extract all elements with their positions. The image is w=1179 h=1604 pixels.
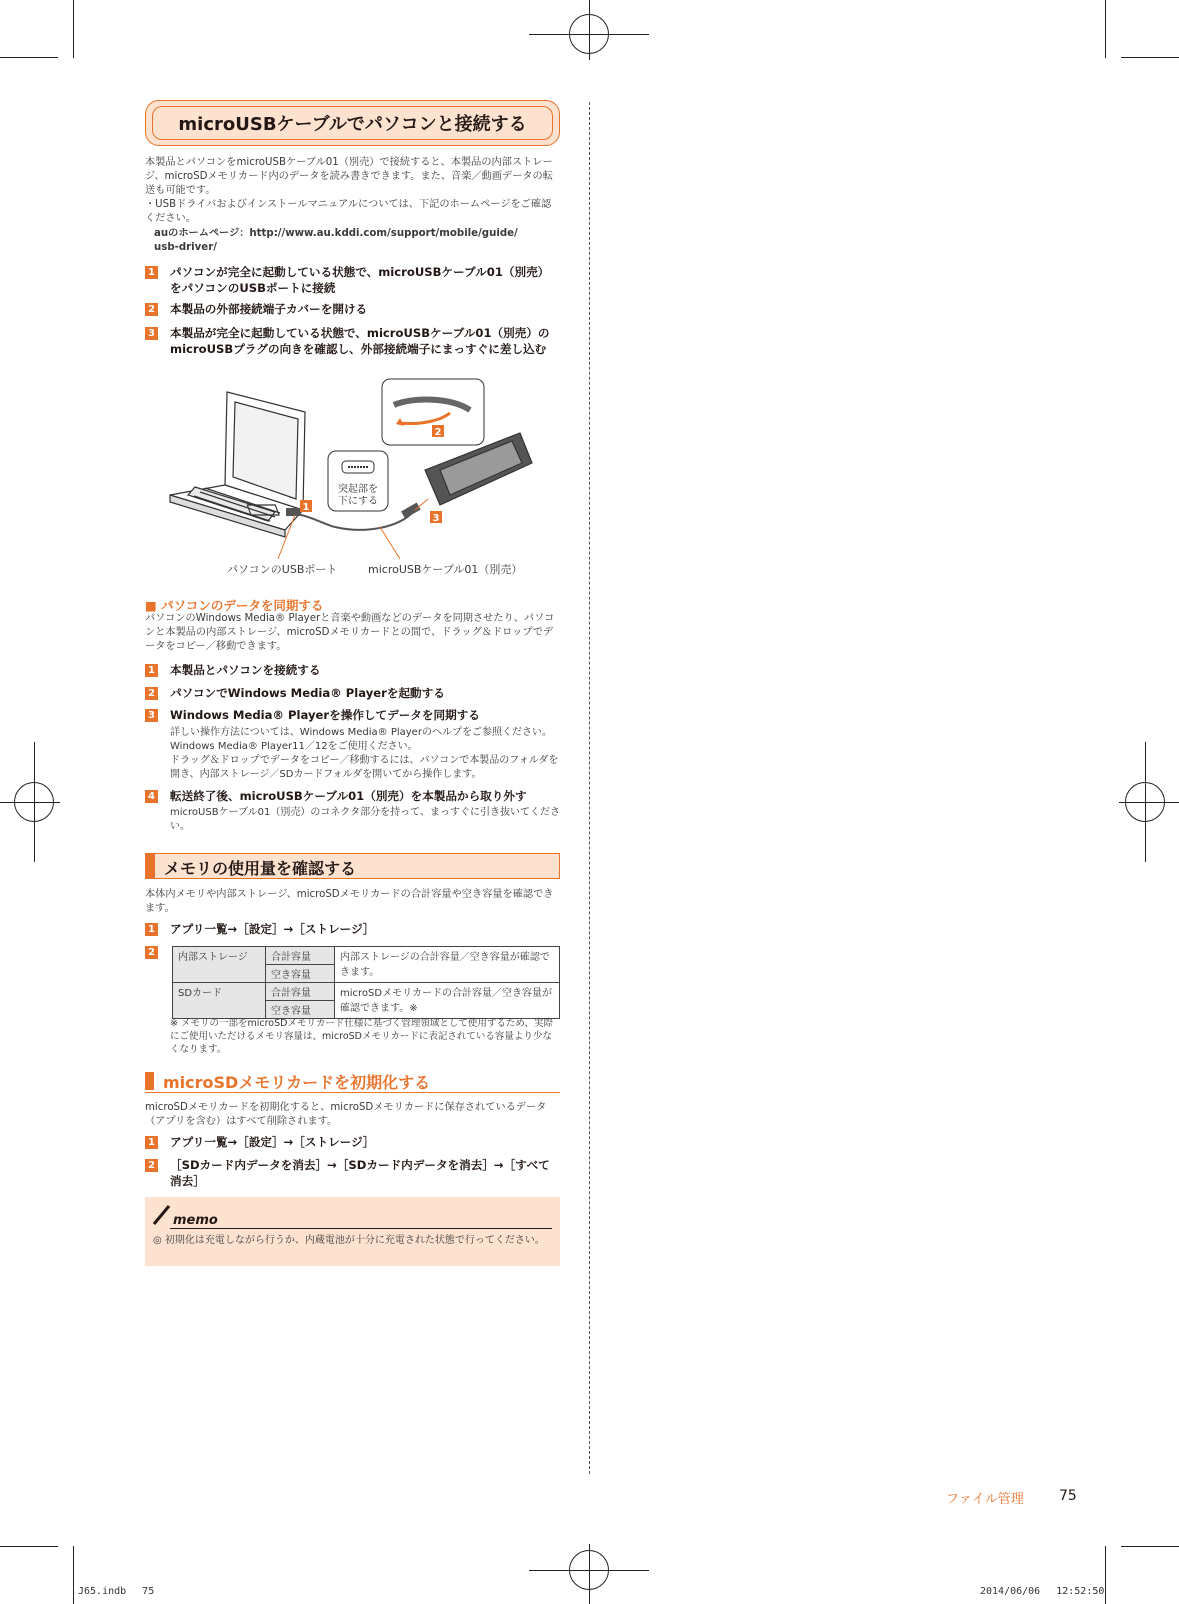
step-item — [145, 1158, 560, 1189]
step-text: パソコンでWindows Media® Playerを起動する — [170, 686, 445, 700]
table-cell: 内部ストレージ — [173, 947, 266, 983]
step-text: Windows Media® Playerを操作してデータを同期する — [170, 708, 480, 722]
step-number: 2 — [145, 946, 158, 959]
step-number: 3 — [145, 709, 158, 722]
step-detail: 詳しい操作方法については、Windows Media® Playerのヘルプをご参照ください。Windows Media® Player11／12をご使用ください。 — [170, 727, 552, 752]
crop-mark — [529, 34, 649, 35]
url-line: usb-driver/ — [154, 242, 217, 253]
section-title: microSDメモリカードを初期化する — [163, 1073, 431, 1092]
usb-plug — [286, 508, 300, 516]
crop-mark — [1119, 802, 1179, 803]
step-text: 本製品とパソコンを接続する — [170, 663, 321, 677]
marker-2-label: 2 — [434, 427, 442, 438]
section-intro: microSDメモリカードを初期化すると、microSDメモリカードに保存されているデータ（アプリを含む）はすべて削除されます。 — [145, 1102, 547, 1127]
chapter-name: ファイル管理 — [946, 1492, 1024, 1507]
figure-caption-usb-port: パソコンのUSBポート — [227, 563, 338, 576]
step-item — [145, 1135, 560, 1151]
crop-mark — [1145, 742, 1146, 862]
step-number: 1 — [145, 266, 158, 279]
section-title: メモリの使用量を確認する — [164, 859, 357, 878]
crop-mark — [73, 0, 74, 58]
memo-text: ◎ 初期化は充電しながら行うか、内蔵電池が十分に充電された状態で行ってください。 — [153, 1235, 545, 1246]
subsection-heading: ■ パソコンのデータを同期する — [145, 598, 324, 613]
callout-text-line2: 下にする — [338, 496, 378, 507]
connection-illustration — [150, 375, 550, 575]
step-text: 転送終了後、microUSBケーブル01（別売）を本製品から取り外す — [170, 789, 527, 803]
print-timestamp: 2014/06/06 12:52:50 — [980, 1586, 1105, 1597]
usb-cable — [290, 513, 412, 530]
table-cell: SDカード — [173, 983, 266, 1019]
footnote: ※ メモリの一部をmicroSDメモリカード仕様に基づく管理領域として使用するため、実際にご使用いただけるメモリ容量は、microSDメモリカードに表記されている容量より少なくなります。 — [170, 1018, 553, 1055]
marker-3-label: 3 — [432, 513, 440, 524]
step-item — [145, 789, 560, 805]
step-detail: microUSBケーブル01（別売）のコネクタ部分を持って、まっすぐに引き抜いてください。 — [170, 807, 560, 832]
step-text: ［SDカード内データを消去］→［SDカード内データを消去］→［すべて消去］ — [170, 1158, 550, 1188]
step-item — [145, 708, 560, 724]
table-cell: 合計容量 — [266, 983, 335, 1001]
table-cell: microSDメモリカードの合計容量／空き容量が確認できます。※ — [335, 983, 560, 1019]
crop-mark — [1105, 1546, 1106, 1604]
step-text: アプリ一覧→［設定］→［ストレージ］ — [170, 1135, 375, 1149]
section-intro: 本体内メモリや内部ストレージ、microSDメモリカードの合計容量や空き容量を確認できます。 — [145, 889, 554, 914]
step-number: 4 — [145, 790, 158, 803]
step-text: パソコンが完全に起動している状態で、microUSBケーブル01（別売）をパソコンのUSBポートに接続 — [170, 265, 550, 295]
marker-1-label: 1 — [302, 502, 310, 513]
page-number: 75 — [1059, 1488, 1077, 1504]
storage-table — [172, 946, 560, 1019]
step-detail: ドラッグ＆ドロップでデータをコピー／移動するには、パソコンで本製品のフォルダを開き、内部ストレージ／SDカードフォルダを開いてから操作します。 — [170, 755, 559, 780]
laptop-illustration — [170, 392, 305, 537]
section-title-box — [145, 1072, 560, 1093]
url-line: auのホームページ：http://www.au.kddi.com/support/mobile/guide/ — [154, 228, 518, 239]
step-item — [145, 302, 560, 318]
step-item — [145, 922, 560, 938]
step-item — [145, 686, 560, 702]
section-intro: 本製品とパソコンをmicroUSBケーブル01（別売）で接続すると、本製品の内部ストレージ、microSDメモリカード内のデータを読み書きできます。また、音楽／動画データの転送も可能です。 — [145, 157, 553, 196]
crop-mark — [1105, 0, 1106, 58]
step-item — [145, 663, 560, 679]
section-title-box — [145, 100, 560, 146]
section-title: microUSBケーブルでパソコンと接続する — [152, 106, 553, 140]
subsection-intro: パソコンのWindows Media® Playerと音楽や動画などのデータを同期させたり、パソコンと本製品の内部ストレージ、microSDメモリカードとの間で、ドラッグ＆ドロップでデータをコピー／移動できます。 — [145, 613, 555, 652]
memo-divider — [170, 1228, 552, 1229]
microusb-plug — [401, 503, 421, 519]
memo-box — [145, 1197, 560, 1266]
crop-mark — [0, 57, 58, 58]
table-cell: 空き容量 — [266, 1001, 335, 1019]
crop-mark — [1121, 1546, 1179, 1547]
table-cell: 空き容量 — [266, 965, 335, 983]
table-cell: 合計容量 — [266, 947, 335, 965]
step-number: 2 — [145, 687, 158, 700]
crop-mark — [34, 742, 35, 862]
crop-mark — [0, 1546, 58, 1547]
print-file-info: J65.indb 75 — [78, 1586, 155, 1597]
step-number: 1 — [145, 923, 158, 936]
bullet-note: ・USBドライバおよびインストールマニュアルについては、下記のホームページをご確認ください。 — [145, 199, 552, 224]
step-number: 1 — [145, 1136, 158, 1149]
section-title-box — [145, 853, 560, 879]
title-accent-bar — [145, 1072, 154, 1090]
step-item — [145, 326, 560, 357]
pencil-icon — [151, 1203, 173, 1227]
step-text: 本製品の外部接続端子カバーを開ける — [170, 302, 368, 316]
crop-mark — [73, 1546, 74, 1604]
step-number: 2 — [145, 303, 158, 316]
memo-label: memo — [173, 1213, 218, 1228]
step-text: 本製品が完全に起動している状態で、microUSBケーブル01（別売）のmicroUSBプラグの向きを確認し、外部接続端子にまっすぐに差し込む — [170, 326, 550, 356]
callout-text-line1: 突起部を — [338, 484, 378, 495]
crop-mark — [589, 1544, 590, 1604]
step-item — [145, 265, 560, 296]
step-text: アプリ一覧→［設定］→［ストレージ］ — [170, 922, 375, 936]
title-accent-bar — [146, 854, 155, 878]
crop-mark — [589, 0, 590, 60]
table-cell: 内部ストレージの合計容量／空き容量が確認できます。 — [335, 947, 560, 983]
crop-mark — [529, 1570, 649, 1571]
column-divider — [589, 102, 590, 1474]
step-number: 3 — [145, 327, 158, 340]
step-number: 2 — [145, 1159, 158, 1172]
crop-mark — [0, 802, 60, 803]
figure-caption-cable: microUSBケーブル01（別売） — [368, 563, 523, 576]
step-number: 1 — [145, 664, 158, 677]
crop-mark — [1121, 57, 1179, 58]
